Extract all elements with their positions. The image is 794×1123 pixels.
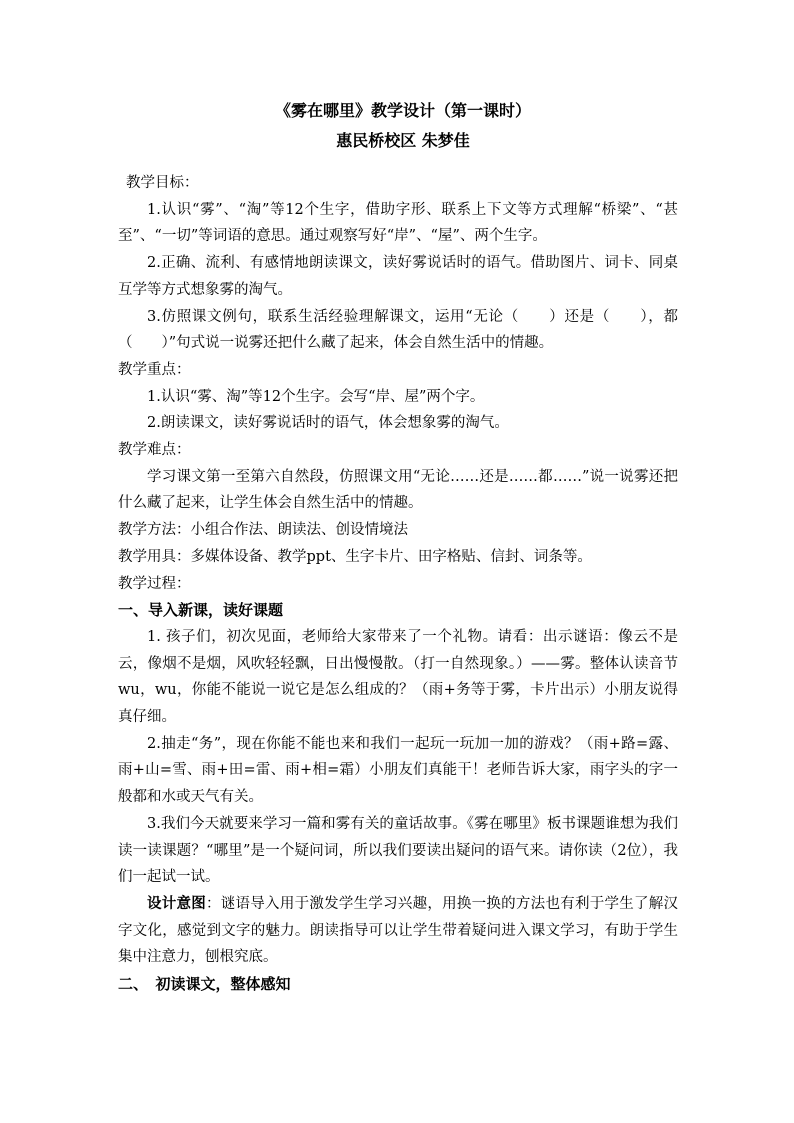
goal-item: 2.正确、流利、有感情地朗读课文，读好雾说话时的语气。借助图片、词卡、同桌互学等方式想象雾的淘气。: [118, 255, 678, 298]
process-label: 教学过程：: [118, 575, 191, 592]
difficulties-label: 教学难点：: [118, 442, 191, 459]
goal-item: 3.仿照课文例句，联系生活经验理解课文，运用“无论（ ）还是（ ），都（ ）”句式说一说雾还把什么藏了起来，体会自然生活中的情趣。: [118, 308, 678, 352]
tools-line: 教学用具：多媒体设备、教学ppt、生字卡片、田字格贴、信封、词条等。: [118, 548, 592, 565]
goals-label: 教学目标：: [126, 175, 199, 191]
section-heading: 一、导入新课，读好课题: [118, 601, 284, 620]
goal-item: 1.认识“雾”、“淘”等12个生字，借助字形、联系上下文等方式理解“桥梁”、“甚至”、“一切”等词语的意思。通过观察写好“岸”、“屋”、两个生字。: [118, 201, 678, 245]
key-point-item: 1.认识“雾、淘”等12个生字。会写“岸、屋”两个字。: [147, 388, 485, 405]
author-line: 惠民桥校区 朱梦佳: [336, 131, 470, 150]
methods-line: 教学方法：小组合作法、朗读法、创设情境法: [118, 522, 408, 539]
design-intent-paragraph: [118, 891, 678, 971]
document-page: [118, 96, 678, 998]
section-paragraph: 1. 孩子们，初次见面，老师给大家带来了一个礼物。请看：出示谜语：像云不是云，像烟不是烟，风吹轻轻飘，日出慢慢散。（打一自然现象。）——雾。整体认读音节wu，wu，你能不能说一说它是怎么组成的？（雨+务等于雾，卡片出示）小朋友说得真仔细。: [118, 628, 678, 726]
section-paragraph: 2.抽走“务”，现在你能不能也来和我们一起玩一玩加一加的游戏？（雨+路=露、雨+山=雪、雨+田=雷、雨+相=霜）小朋友们真能干！老师告诉大家，雨字头的字一般都和水或天气有关。: [118, 735, 678, 806]
key-points-label: 教学重点：: [118, 361, 191, 378]
design-intent-label: 设计意图: [147, 894, 207, 912]
section-paragraph: 3.我们今天就要来学习一篇和雾有关的童话故事。《雾在哪里》板书课题谁想为我们读一读课题？“哪里”是一个疑问词，所以我们要读出疑问的语气来。请你读（2位），我们一起试一试。: [118, 815, 678, 886]
difficulties-text: 学习课文第一至第六自然段，仿照课文用“无论……还是……都……”说一说雾还把什么藏了起来，让学生体会自然生活中的情趣。: [118, 468, 678, 512]
design-intent-text: ：谜语导入用于激发学生学习兴趣，用换一换的方法也有利于学生了解汉字文化，感觉到文字的魅力。朗读指导可以让学生带着疑问进入课文学习，有助于学生集中注意力，刨根究底。: [118, 895, 678, 966]
key-point-item: 2.朗读课文，读好雾说话时的语气，体会想象雾的淘气。: [147, 415, 509, 432]
page-title: 《雾在哪里》教学设计（第一课时）: [274, 101, 531, 120]
section-heading: 二、 初读课文，整体感知: [118, 975, 291, 994]
